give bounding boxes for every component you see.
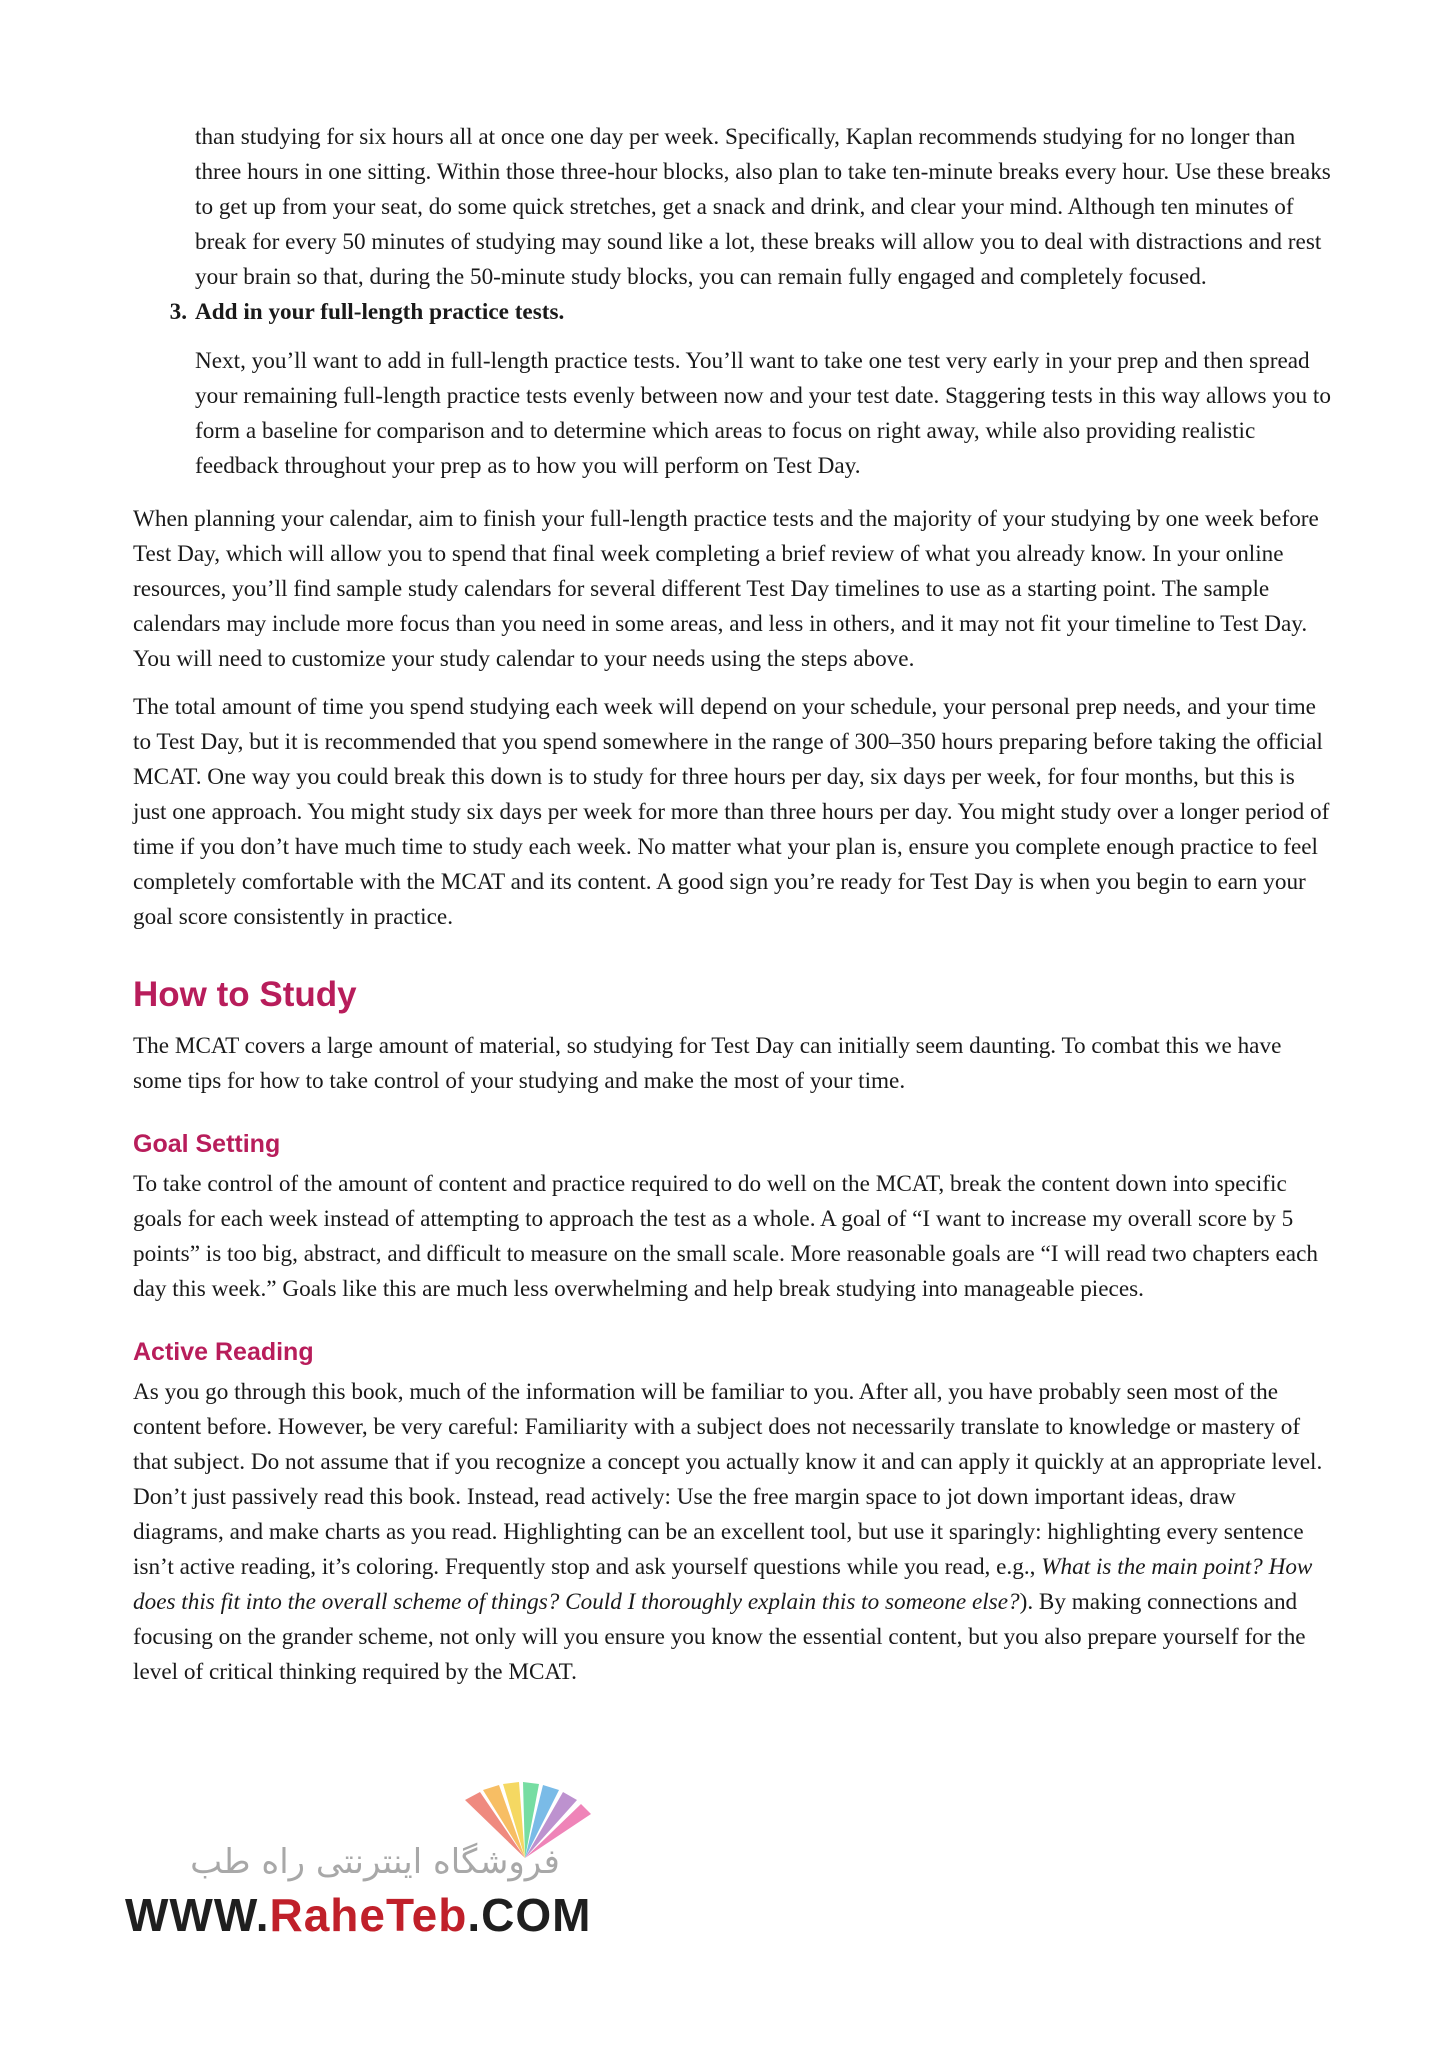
list-item-step-3: [133, 295, 1331, 330]
url-prefix: WWW.: [125, 1889, 270, 1941]
active-reading-italic: What is the main point? How does this fit into the overall scheme of things? Could I thoroughly explain this to someone else?: [133, 1554, 1313, 1615]
watermark-url: [125, 1888, 591, 1942]
paragraph-planning: When planning your calendar, aim to finish your full-length practice tests and the majority of your studying by one week before Test Day, which will allow you to spend that final week completing a brief review of what you already know. In your online resources, you’ll find sample study calendars for several different Test Day timelines to use as a starting point. The sample calendars may include more focus than you need in some areas, and less in others, and it may not fit your timeline to Test Day. You will need to customize your study calendar to your needs using the steps above.: [133, 506, 1319, 672]
heading-goal-setting: Goal Setting: [133, 1130, 281, 1158]
paragraph-continued: than studying for six hours all at once one day per week. Specifically, Kaplan recommends studying for no longer than three hours in one sitting. Within those three-hour blocks, also plan to take ten-minute breaks every hour. Use these breaks to get up from your seat, do some quick stretches, get a snack and drink, and clear your mind. Although ten minutes of break for every 50 minutes of studying may sound like a lot, these breaks will allow you to deal with distractions and rest your brain so that, during the 50-minute study blocks, you can remain fully engaged and completely focused.: [195, 124, 1331, 290]
list-number: 3.: [169, 299, 187, 325]
active-reading-text-a: As you go through this book, much of the information will be familiar to you. After all, you have probably seen most of the content before. However, be very careful: Familiarity with a subject does not necessarily translate to knowledge or mastery of that subject. Do not assume that if you recognize a concept you actually know it and can apply it quickly at an appropriate level. Don’t just passively read this book. Instead, read actively: Use the free margin space to jot down important ideas, draw diagrams, and make charts as you read. Highlighting can be an excellent tool, but use it sparingly: highlighting every sentence isn’t active reading, it’s coloring. Frequently stop and ask yourself questions while you read, e.g.,: [133, 1379, 1323, 1580]
paragraph-how-intro: The MCAT covers a large amount of material, so studying for Test Day can initially seem daunting. To combat this we have some tips for how to take control of your studying and make the most of your time.: [133, 1033, 1282, 1094]
heading-how-to-study: How to Study: [133, 975, 357, 1014]
paragraph-active-reading: [133, 1375, 1331, 1690]
watermark: [125, 1780, 625, 1940]
active-reading-text-b: ). By making connections and focusing on the grander scheme, not only will you ensure you know the essential content, but you also prepare yourself for the level of critical thinking required by the MCAT.: [133, 1589, 1306, 1685]
url-brand: RaheTeb: [269, 1889, 468, 1941]
heading-active-reading: Active Reading: [133, 1338, 314, 1366]
watermark-persian-text: فروشگاه اینترنتی راه طب: [190, 1842, 560, 1882]
list-item-title: Add in your full-length practice tests.: [195, 299, 565, 325]
paragraph-goal-setting: To take control of the amount of content and practice required to do well on the MCAT, break the content down into specific goals for each week instead of attempting to approach the test as a whole. A goal of “I want to increase my overall score by 5 points” is too big, abstract, and difficult to measure on the small scale. More reasonable goals are “I will read two chapters each day this week.” Goals like this are much less overwhelming and help break studying into manageable pieces.: [133, 1171, 1318, 1302]
url-suffix: .COM: [467, 1889, 592, 1941]
paragraph-total-time: The total amount of time you spend studying each week will depend on your schedule, your personal prep needs, and your time to Test Day, but it is recommended that you spend somewhere in the range of 300–350 hours preparing before taking the official MCAT. One way you could break this down is to study for three hours per day, six days per week, for four months, but this is just one approach. You might study six days per week for more than three hours per day. You might study over a longer period of time if you don’t have much time to study each week. No matter what your plan is, ensure you complete enough practice to feel completely comfortable with the MCAT and its content. A good sign you’re ready for Test Day is when you begin to earn your goal score consistently in practice.: [133, 694, 1330, 930]
document-page: [133, 120, 1331, 1690]
paragraph-step-3: Next, you’ll want to add in full-length practice tests. You’ll want to take one test very early in your prep and then spread your remaining full-length practice tests evenly between now and your test date. Staggering tests in this way allows you to form a baseline for comparison and to determine which areas to focus on right away, while also providing realistic feedback throughout your prep as to how you will perform on Test Day.: [195, 348, 1331, 479]
